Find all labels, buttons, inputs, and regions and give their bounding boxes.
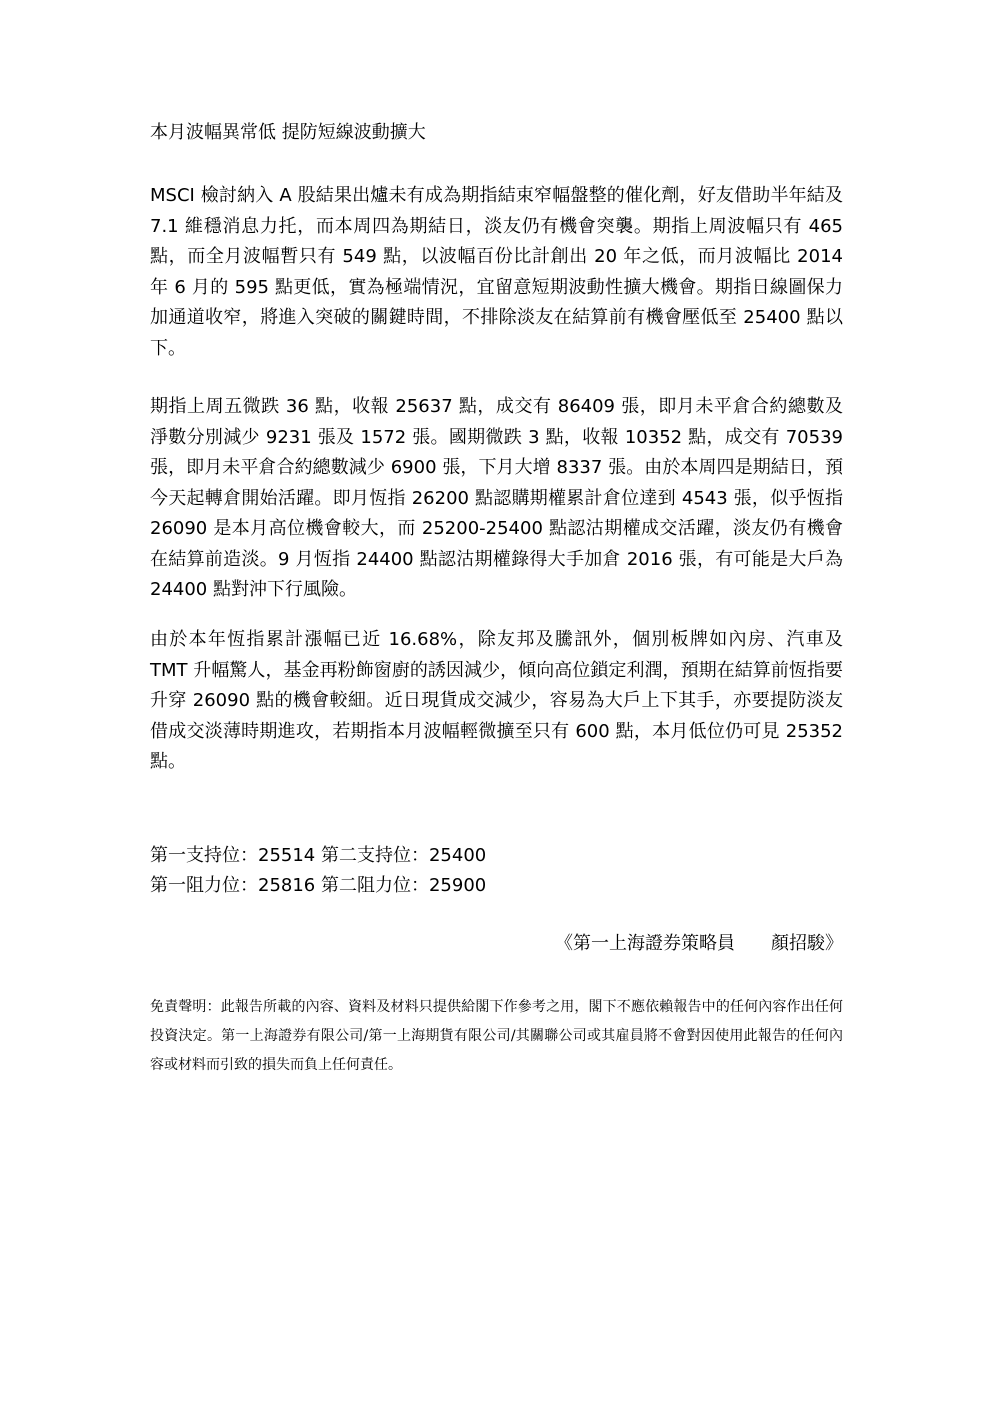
paragraph-futures-summary: 期指上周五微跌 36 點，收報 25637 點，成交有 86409 張，即月未平倉合約總數及淨數分別減少 9231 張及 1572 張。國期微跌 3 點，收報 10352 點，成交有 70539 張，即月未平倉合約總數減少 6900 張，下月大增 8337 張。由於本周四是期結日，預今天起轉倉開始活躍。即月恆指 26200 點認購期權累計倉位達到 4543 張，似乎恆指 26090 是本月高位機會較大，而 25200-25400 點認沽期權成交活躍，淡友仍有機會在結算前造淡。9 月恆指 24400 點認沽期權錄得大手加倉 2016 張，有可能是大戶為 24400 點對沖下行風險。 [150,396,843,600]
paragraph-msci-review: MSCI 檢討納入 A 股結果出爐未有成為期指結束窄幅盤整的催化劑，好友借助半年結及 7.1 維穩消息力托，而本周四為期結日，淡友仍有機會突襲。期指上周波幅只有 465 點，而全月波幅暫只有 549 點，以波幅百份比計創出 20 年之低，而月波幅比 2014 年 6 月的 595 點更低，實為極端情況，宜留意短期波動性擴大機會。期指日線圖保力加通道收窄，將進入突破的關鍵時間，不排除淡友在結算前有機會壓低至 25400 點以下。 [150,185,843,359]
resistance-levels: 第一阻力位：25816 第二阻力位：25900 [150,875,487,896]
article-title: 本月波幅異常低 提防短線波動擴大 [150,122,426,143]
support-levels: 第一支持位：25514 第二支持位：25400 [150,845,487,866]
disclaimer-text: 免責聲明：此報告所載的內容、資料及材料只提供給閣下作參考之用，閣下不應依賴報告中的任何內容作出任何投資決定。第一上海證券有限公司/第一上海期貨有限公司/其關聯公司或其雇員將不會對因使用此報告的任何內容或材料而引致的損失而負上任何責任。 [150,999,843,1073]
author-signature: 《第一上海證券策略員 顏招駿》 [555,933,843,954]
support-resistance-levels [150,841,486,901]
paragraph-outlook: 由於本年恆指累計漲幅已近 16.68%，除友邦及騰訊外，個別板牌如內房、汽車及 TMT 升幅驚人，基金再粉飾窗廚的誘因減少，傾向高位鎖定利潤，預期在結算前恆指要升穿 26090 點的機會較細。近日現貨成交減少，容易為大戶上下其手，亦要提防淡友借成交淡薄時期進攻，若期指本月波幅輕微擴至只有 600 點，本月低位仍可見 25352 點。 [150,629,843,772]
